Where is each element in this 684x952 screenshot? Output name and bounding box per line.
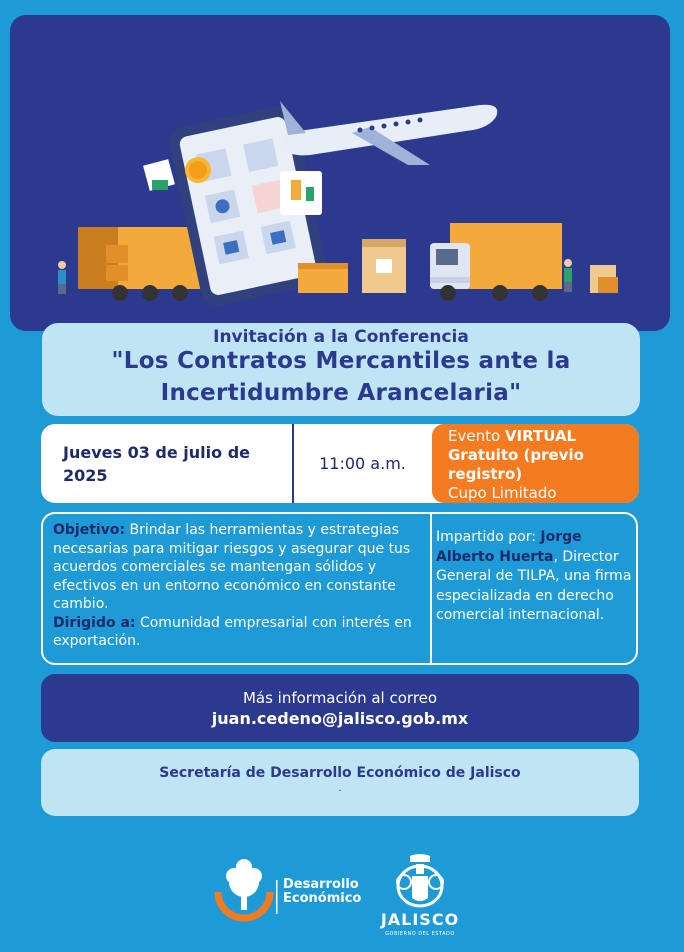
container-truck-icon — [78, 227, 208, 301]
organizer-name: Secretaría de Desarrollo Económico de Jalisco — [159, 765, 521, 781]
audience-text: Comunidad empresarial con interés en exportación. — [53, 614, 412, 649]
worker-boxes-icon — [564, 259, 618, 293]
conference-title-line-1: "Los Contratos Mercantiles ante la — [111, 348, 571, 374]
de-line-1: Desarrollo — [283, 877, 359, 892]
contact-banner — [41, 674, 639, 742]
truck-icon — [430, 223, 562, 301]
event-mode-badge — [432, 424, 639, 503]
coin-icon — [185, 157, 211, 183]
objective-text: Brindar las herramientas y estrategias necesarias para mitigar riesgos y asegurar que tus acuerdos comerciales se mantengan sólidos y efectivos en un entorno económico en constante cambio. — [53, 522, 411, 612]
event-info-row — [41, 424, 639, 503]
speaker-prefix: Impartido por: — [436, 529, 541, 545]
conference-kicker: Invitación a la Conferencia — [213, 327, 469, 347]
airplane-icon — [280, 101, 497, 165]
desarrollo-economico-wordmark — [283, 878, 361, 906]
details-panel — [41, 512, 638, 665]
audience-label: Dirigido a: — [53, 614, 136, 631]
jalisco-shield-icon — [370, 852, 470, 912]
shopping-cart-icon — [143, 159, 175, 191]
contact-email-link[interactable]: juan.cedeno@jalisco.gob.mx — [211, 709, 469, 728]
hero-illustration — [10, 15, 670, 331]
speaker-text: , Director General de TILPA, una firma especializada en derecho comercial internacional. — [436, 548, 632, 623]
event-date: Jueves 03 de julio de 2025 — [41, 424, 294, 503]
event-mode-bold: VIRTUAL Gratuito (previo registro) — [448, 427, 584, 483]
objective-section — [53, 521, 418, 651]
contact-label: Más información al correo — [242, 689, 438, 707]
jalisco-wordmark: JALISCO — [380, 910, 460, 929]
objective-label: Objetivo: — [53, 522, 126, 538]
speaker-name: Jorge Alberto Huerta — [436, 529, 582, 565]
worker-icon — [58, 261, 66, 294]
event-mode-prefix: Evento — [448, 427, 505, 445]
event-time: 11:00 a.m. — [319, 454, 406, 473]
footer-logos — [210, 852, 480, 942]
jalisco-subtitle: GOBIERNO DEL ESTADO — [385, 931, 455, 937]
organizer-dot: . — [338, 783, 342, 794]
de-line-2: Económico — [283, 891, 362, 906]
product-card-icon — [280, 171, 322, 215]
details-divider — [430, 514, 432, 663]
conference-title-line-2: Incertidumbre Arancelaria" — [160, 380, 522, 406]
event-capacity: Cupo Limitado — [448, 484, 557, 502]
conference-title — [42, 345, 640, 409]
organizer-banner — [41, 749, 639, 816]
speaker-section — [436, 528, 636, 626]
title-banner — [42, 323, 640, 416]
